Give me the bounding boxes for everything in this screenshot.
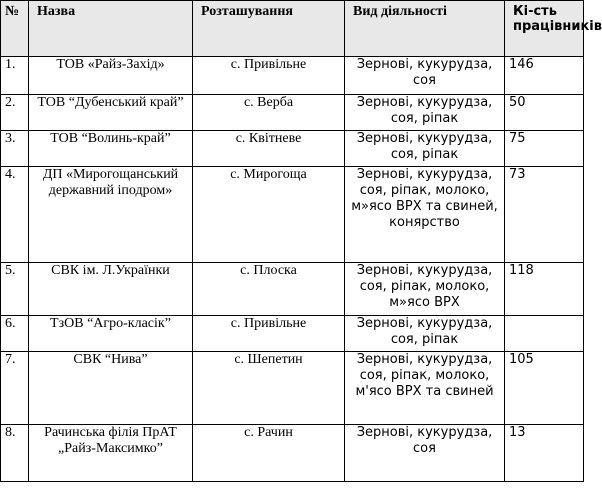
table-row	[1, 57, 584, 95]
row-employee-count: 13	[505, 425, 584, 482]
row-employee-count: 75	[505, 131, 584, 167]
row-employee-count: 118	[505, 263, 584, 316]
row-location: с. Привільне	[193, 316, 345, 352]
row-activity: Зернові, кукурудза, соя	[345, 425, 505, 482]
row-employee-count: 146	[505, 57, 584, 95]
table-row	[1, 316, 584, 352]
row-name: Рачинська філія ПрАТ „Райз-Максимко”	[29, 425, 193, 482]
table-row	[1, 263, 584, 316]
row-number: 3.	[1, 131, 29, 167]
row-activity: Зернові, кукурудза, соя	[345, 57, 505, 95]
row-number: 2.	[1, 95, 29, 131]
row-location: с. Рачин	[193, 425, 345, 482]
header-employee-count: Кі-сть працівників	[505, 1, 584, 57]
row-number: 5.	[1, 263, 29, 316]
row-name: ТзОВ “Агро-класік”	[29, 316, 193, 352]
header-location: Розташування	[193, 1, 345, 57]
row-activity	[345, 131, 505, 167]
row-activity-text: Зернові, кукурудза, соя, ріпак	[356, 95, 493, 126]
row-number: 7.	[1, 352, 29, 425]
row-activity	[345, 95, 505, 131]
row-number: 8.	[1, 425, 29, 482]
row-activity: Зернові, кукурудза, соя, ріпак, молоко, м»ясо ВРХ	[345, 263, 505, 316]
row-name-text: ТОВ “Дубенський край”	[37, 95, 184, 110]
row-location: с. Мирогоща	[193, 167, 345, 263]
row-name: ДП «Мирогощанський державний іподром»	[29, 167, 193, 263]
header-number: №	[1, 1, 29, 57]
row-employee-count: 50	[505, 95, 584, 131]
row-activity: Зернові, кукурудза, соя, ріпак, молоко, м'ясо ВРХ та свиней	[345, 352, 505, 425]
row-number: 4.	[1, 167, 29, 263]
table-row	[1, 425, 584, 482]
row-name: СВК ім. Л.Українки	[29, 263, 193, 316]
row-name: ТОВ «Райз-Захід»	[29, 57, 193, 95]
header-activity: Вид діяльності	[345, 1, 505, 57]
row-employee-count: 73	[505, 167, 584, 263]
row-location: с. Шепетин	[193, 352, 345, 425]
header-name: Назва	[29, 1, 193, 57]
row-name: СВК “Нива”	[29, 352, 193, 425]
table-row	[1, 95, 584, 131]
row-name	[29, 95, 193, 131]
row-location: с. Квітневе	[193, 131, 345, 167]
row-activity-text: Зернові, кукурудза, соя, ріпак	[356, 316, 493, 347]
table-row	[1, 352, 584, 425]
row-employee-count	[505, 316, 584, 352]
row-number: 6.	[1, 316, 29, 352]
row-activity	[345, 316, 505, 352]
row-location: с. Плоска	[193, 263, 345, 316]
row-location: с. Привільне	[193, 57, 345, 95]
row-employee-count: 105	[505, 352, 584, 425]
row-activity-text: Зернові, кукурудза, соя, ріпак	[356, 131, 493, 162]
table-row	[1, 167, 584, 263]
row-location: с. Верба	[193, 95, 345, 131]
row-number: 1.	[1, 57, 29, 95]
row-name: ТОВ “Волинь-край”	[29, 131, 193, 167]
header-row	[1, 1, 584, 57]
table-row	[1, 131, 584, 167]
row-activity: Зернові, кукурудза, соя, ріпак, молоко, м»ясо ВРХ та свиней, конярство	[345, 167, 505, 263]
